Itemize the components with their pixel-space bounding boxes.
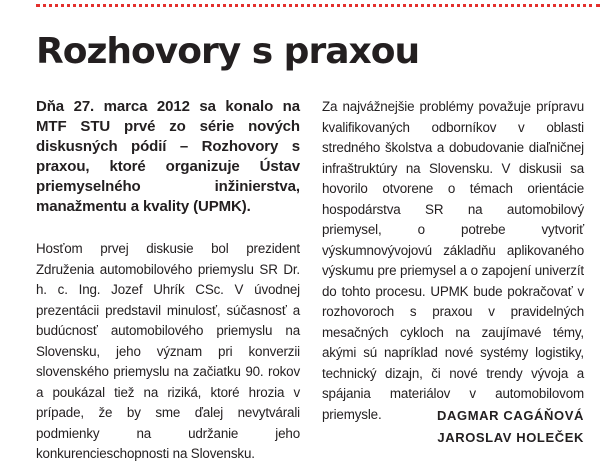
paragraph-right: Za najvážnejšie problémy považuje prípravu kvalifikovaných odborníkov v oblasti stredného školstva a dobudovanie diaľničnej infraštruktúry na Slovensku. V diskusii sa hovorilo otvorene o témach orientácie hospodárstva SR na automobilový priemysel, o potrebe vytvoriť výskumnovývojovú základňu aplikovaného výskumu pre priemysel a o zapojení univerzít do tohto procesu. UPMK bude pokračovať v rozhovoroch s praxou v pravidelných mesačných cykloch na zaujímavé témy, akými sú napríklad nové systémy logistiky, technický dizajn, či nové trendy vývoja a spájania materiálov v automobilovom priemysle.: [322, 99, 584, 422]
author-name: JAROSLAV HOLEČEK: [437, 430, 584, 445]
right-column: [322, 97, 584, 425]
dotted-top-border: [36, 4, 600, 17]
article-lead: Dňa 27. marca 2012 sa konalo na MTF STU prvé zo série nových diskusných pódií – Rozhovory s praxou, ktoré organizuje Ústav priemyselného inžinierstva, manažmentu a kvality (UPMK).: [36, 98, 300, 215]
paragraph-left: Hosťom prvej diskusie bol prezident Združenia automobilového priemyslu SR Dr. h. c. Ing. Jozef Uhrík CSc. V úvodnej prezentácii predstavil minulosť, súčasnosť a budúcnosť automobilového priemyslu na Slovensku, jeho význam pri konverzii slovenského priemyslu na začiatku 90. rokov a poukázal tiež na riziká, ktoré hrozia v prípade, že by sme ďalej nevytvárali podmienky na udržanie jeho konkurencieschopnosti na Slovensku.: [36, 241, 300, 461]
article-title: Rozhovory s praxou: [36, 31, 420, 72]
left-column: [36, 97, 300, 465]
author-signature: [437, 405, 584, 449]
author-name: DAGMAR CAGÁŇOVÁ: [437, 408, 584, 423]
